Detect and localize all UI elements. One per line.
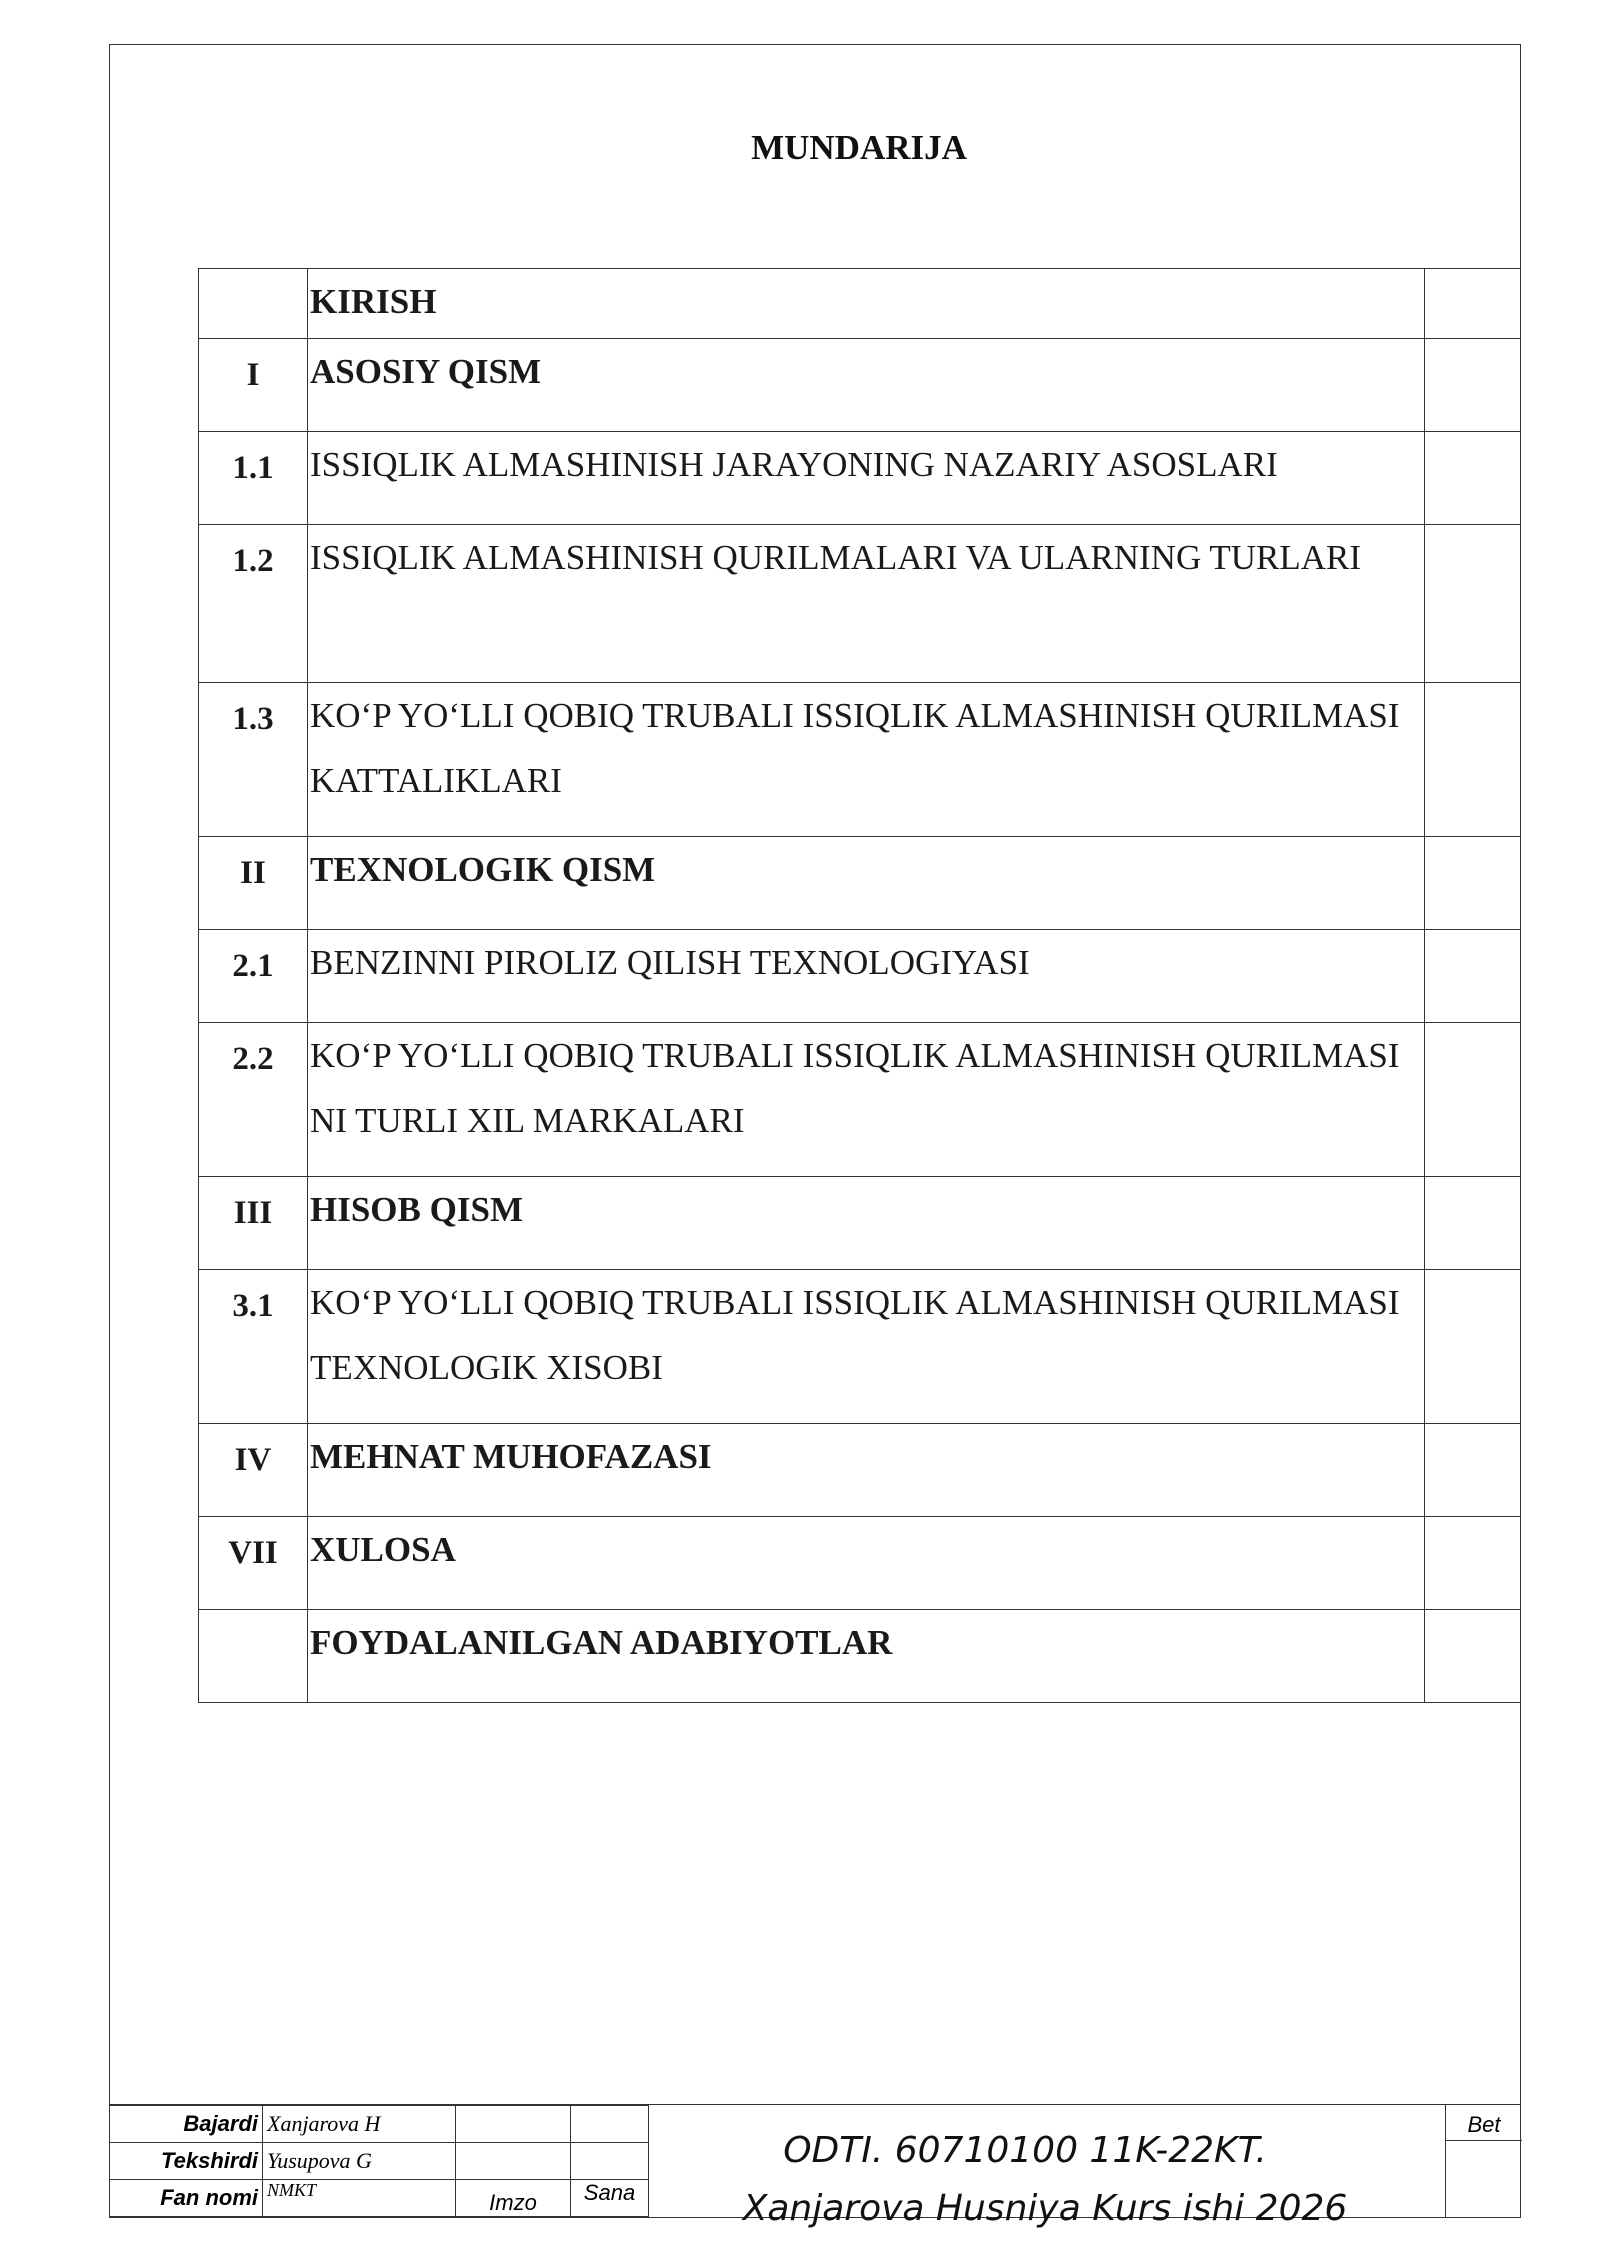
toc-section-number: 1.3 xyxy=(199,683,308,837)
toc-row xyxy=(199,1023,1521,1177)
toc-page-cell xyxy=(1425,837,1521,930)
toc-section-title: HISOB QISM xyxy=(308,1177,1425,1270)
toc-section-title: KO‘P YO‘LLI QOBIQ TRUBALI ISSIQLIK ALMASHINISH QURILMASI NI TURLI XIL MARKALARI xyxy=(308,1023,1425,1177)
toc-row xyxy=(199,1270,1521,1424)
toc-section-title: FOYDALANILGAN ADABIYOTLAR xyxy=(308,1610,1425,1703)
toc-table xyxy=(198,268,1521,1703)
toc-row xyxy=(199,683,1521,837)
document-code xyxy=(635,2122,1415,2238)
toc-section-title: KO‘P YO‘LLI QOBIQ TRUBALI ISSIQLIK ALMASHINISH QURILMASI TEXNOLOGIK XISOBI xyxy=(308,1270,1425,1424)
bajardi-value: Xanjarova H xyxy=(263,2106,456,2143)
toc-page-cell xyxy=(1425,1177,1521,1270)
toc-section-number: III xyxy=(199,1177,308,1270)
toc-row xyxy=(199,269,1521,339)
page-number-box xyxy=(1445,2104,1521,2218)
toc-row xyxy=(199,339,1521,432)
toc-page-cell xyxy=(1425,432,1521,525)
bajardi-label: Bajardi xyxy=(110,2106,263,2143)
toc-section-title: KIRISH xyxy=(308,269,1425,339)
toc-section-title: XULOSA xyxy=(308,1517,1425,1610)
title-wrapper xyxy=(0,128,1600,168)
tekshirdi-signature xyxy=(456,2143,571,2180)
toc-row xyxy=(199,837,1521,930)
toc-section-number: 1.1 xyxy=(199,432,308,525)
toc-section-title: ISSIQLIK ALMASHINISH JARAYONING NAZARIY ASOSLARI xyxy=(308,432,1425,525)
title-block-grid xyxy=(109,2105,650,2217)
toc-section-title: TEXNOLOGIK QISM xyxy=(308,837,1425,930)
imzo-label: Imzo xyxy=(456,2180,571,2217)
toc-row xyxy=(199,1610,1521,1703)
fan-value: NMKT xyxy=(263,2180,456,2217)
toc-section-title: MEHNAT MUHOFAZASI xyxy=(308,1424,1425,1517)
bajardi-signature xyxy=(456,2106,571,2143)
code-line-2: Xanjarova Husniya Kurs ishi 2026 xyxy=(742,2188,1348,2229)
bet-divider xyxy=(1446,2140,1522,2141)
toc-section-title: ASOSIY QISM xyxy=(308,339,1425,432)
toc-page-cell xyxy=(1425,930,1521,1023)
toc-page-cell xyxy=(1425,1517,1521,1610)
toc-section-number: VII xyxy=(199,1517,308,1610)
toc-section-number: 1.2 xyxy=(199,525,308,683)
fan-label: Fan nomi xyxy=(110,2180,263,2217)
toc-page-cell xyxy=(1425,525,1521,683)
toc-row xyxy=(199,930,1521,1023)
toc-section-number: 3.1 xyxy=(199,1270,308,1424)
toc-row xyxy=(199,432,1521,525)
toc-page-cell xyxy=(1425,1610,1521,1703)
toc-section-number xyxy=(199,1610,308,1703)
toc-row xyxy=(199,1517,1521,1610)
toc-section-title: ISSIQLIK ALMASHINISH QURILMALARI VA ULARNING TURLARI xyxy=(308,525,1425,683)
toc-section-number: IV xyxy=(199,1424,308,1517)
toc-section-number: 2.1 xyxy=(199,930,308,1023)
toc-section-number: 2.2 xyxy=(199,1023,308,1177)
toc-section-number: I xyxy=(199,339,308,432)
toc-section-number xyxy=(199,269,308,339)
toc-page-cell xyxy=(1425,1270,1521,1424)
tekshirdi-value: Yusupova G xyxy=(263,2143,456,2180)
toc-page-cell xyxy=(1425,269,1521,339)
toc-section-title: KO‘P YO‘LLI QOBIQ TRUBALI ISSIQLIK ALMASHINISH QURILMASI KATTALIKLARI xyxy=(308,683,1425,837)
sana-label: Sana xyxy=(571,2180,649,2217)
toc-row xyxy=(199,525,1521,683)
toc-page-cell xyxy=(1425,1424,1521,1517)
toc-section-title: BENZINNI PIROLIZ QILISH TEXNOLOGIYASI xyxy=(308,930,1425,1023)
toc-page-cell xyxy=(1425,339,1521,432)
toc-page-cell xyxy=(1425,683,1521,837)
tekshirdi-label: Tekshirdi xyxy=(110,2143,263,2180)
toc-section-number: II xyxy=(199,837,308,930)
toc-row xyxy=(199,1177,1521,1270)
bet-label: Bet xyxy=(1467,2112,1501,2137)
toc-row xyxy=(199,1424,1521,1517)
code-line-1: ODTI. 60710100 11K-22KT. xyxy=(783,2130,1267,2171)
page-title: MUNDARIJA xyxy=(751,128,967,167)
toc-page-cell xyxy=(1425,1023,1521,1177)
